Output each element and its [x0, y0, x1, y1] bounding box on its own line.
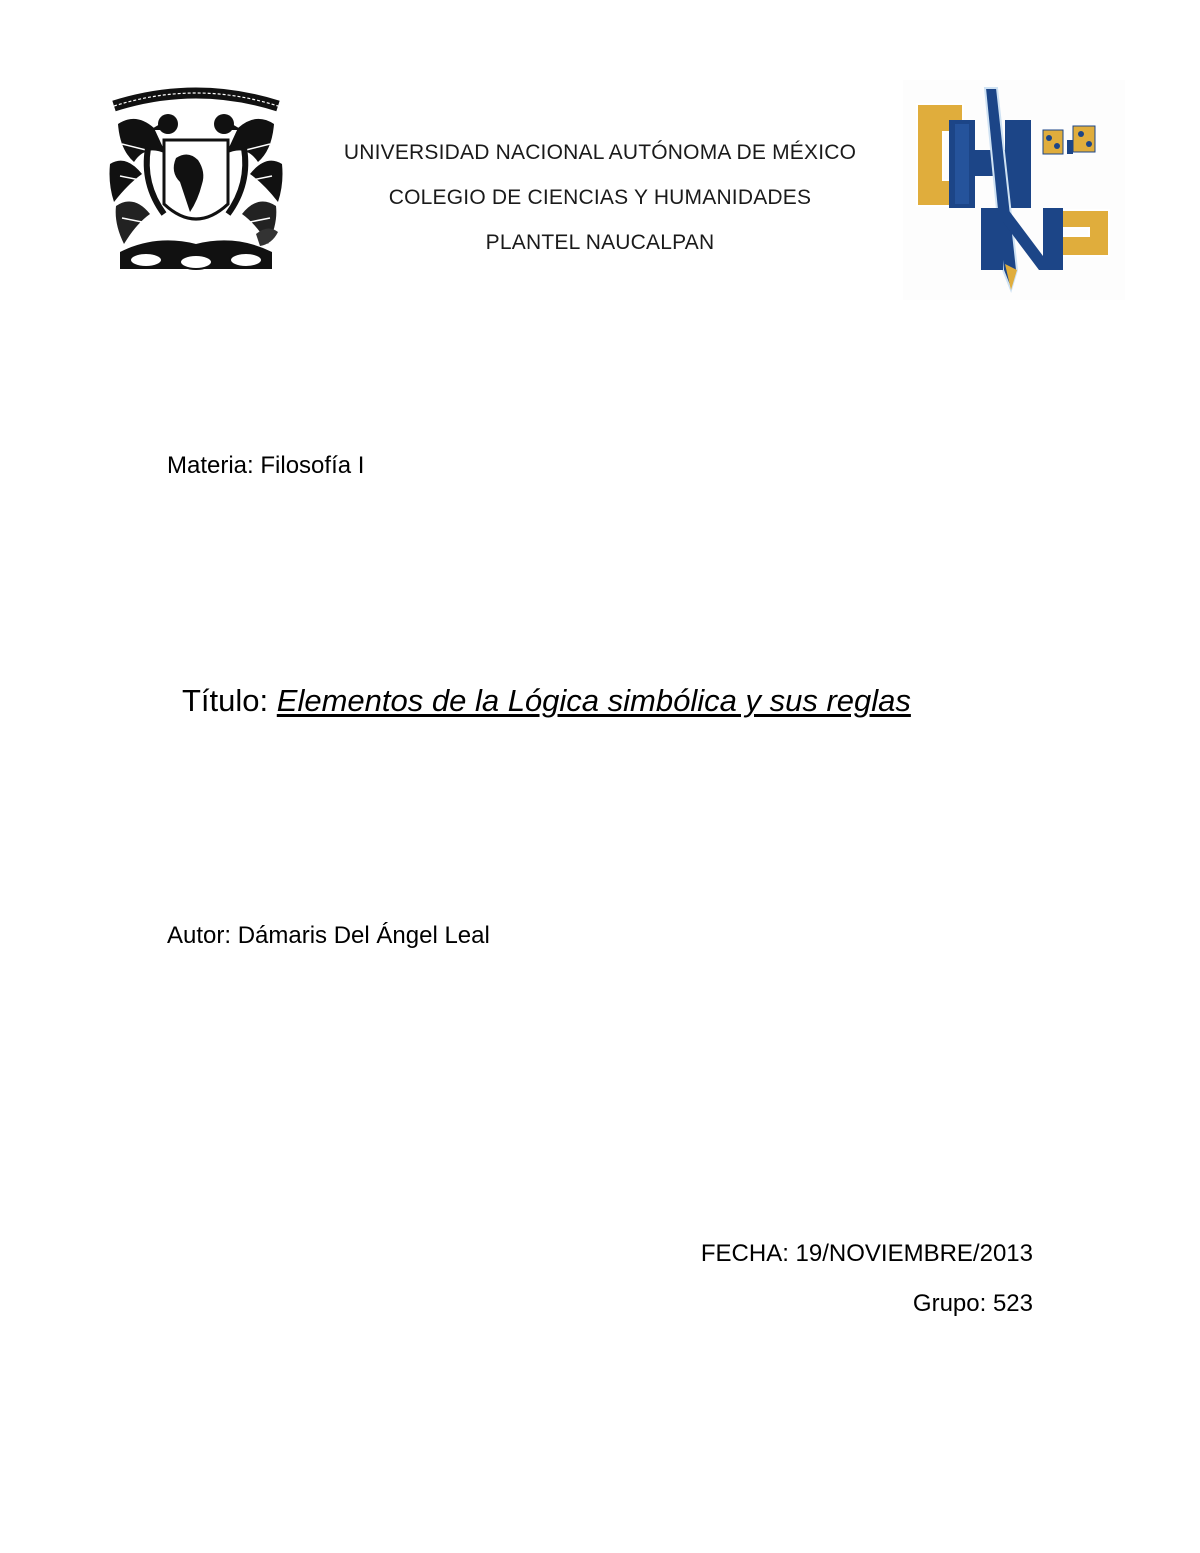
title-line — [182, 683, 911, 719]
subject-value: Filosofía I — [260, 452, 365, 479]
group-value: 523 — [992, 1290, 1033, 1317]
subject-line — [167, 452, 364, 480]
group-line — [913, 1290, 1033, 1318]
title-label: Título: — [182, 683, 269, 718]
group-label: Grupo: — [912, 1290, 987, 1317]
cch-logo — [903, 80, 1125, 300]
college-name: COLEGIO DE CIENCIAS Y HUMANIDADES — [388, 186, 812, 209]
subject-label: Materia: — [167, 452, 254, 479]
institution-header — [300, 138, 900, 273]
university-name: UNIVERSIDAD NACIONAL AUTÓNOMA DE MÉXICO — [343, 141, 857, 164]
author-line — [167, 922, 490, 950]
author-value: Dámaris Del Ángel Leal — [237, 922, 490, 949]
author-label: Autor: — [167, 922, 232, 949]
date-value: 19/NOVIEMBRE/2013 — [795, 1240, 1033, 1267]
date-label: FECHA: — [700, 1240, 789, 1267]
title-value: Elementos de la Lógica simbólica y sus reglas — [276, 683, 911, 718]
campus-name: PLANTEL NAUCALPAN — [485, 231, 715, 254]
unam-logo — [106, 84, 286, 279]
date-line — [701, 1240, 1033, 1268]
